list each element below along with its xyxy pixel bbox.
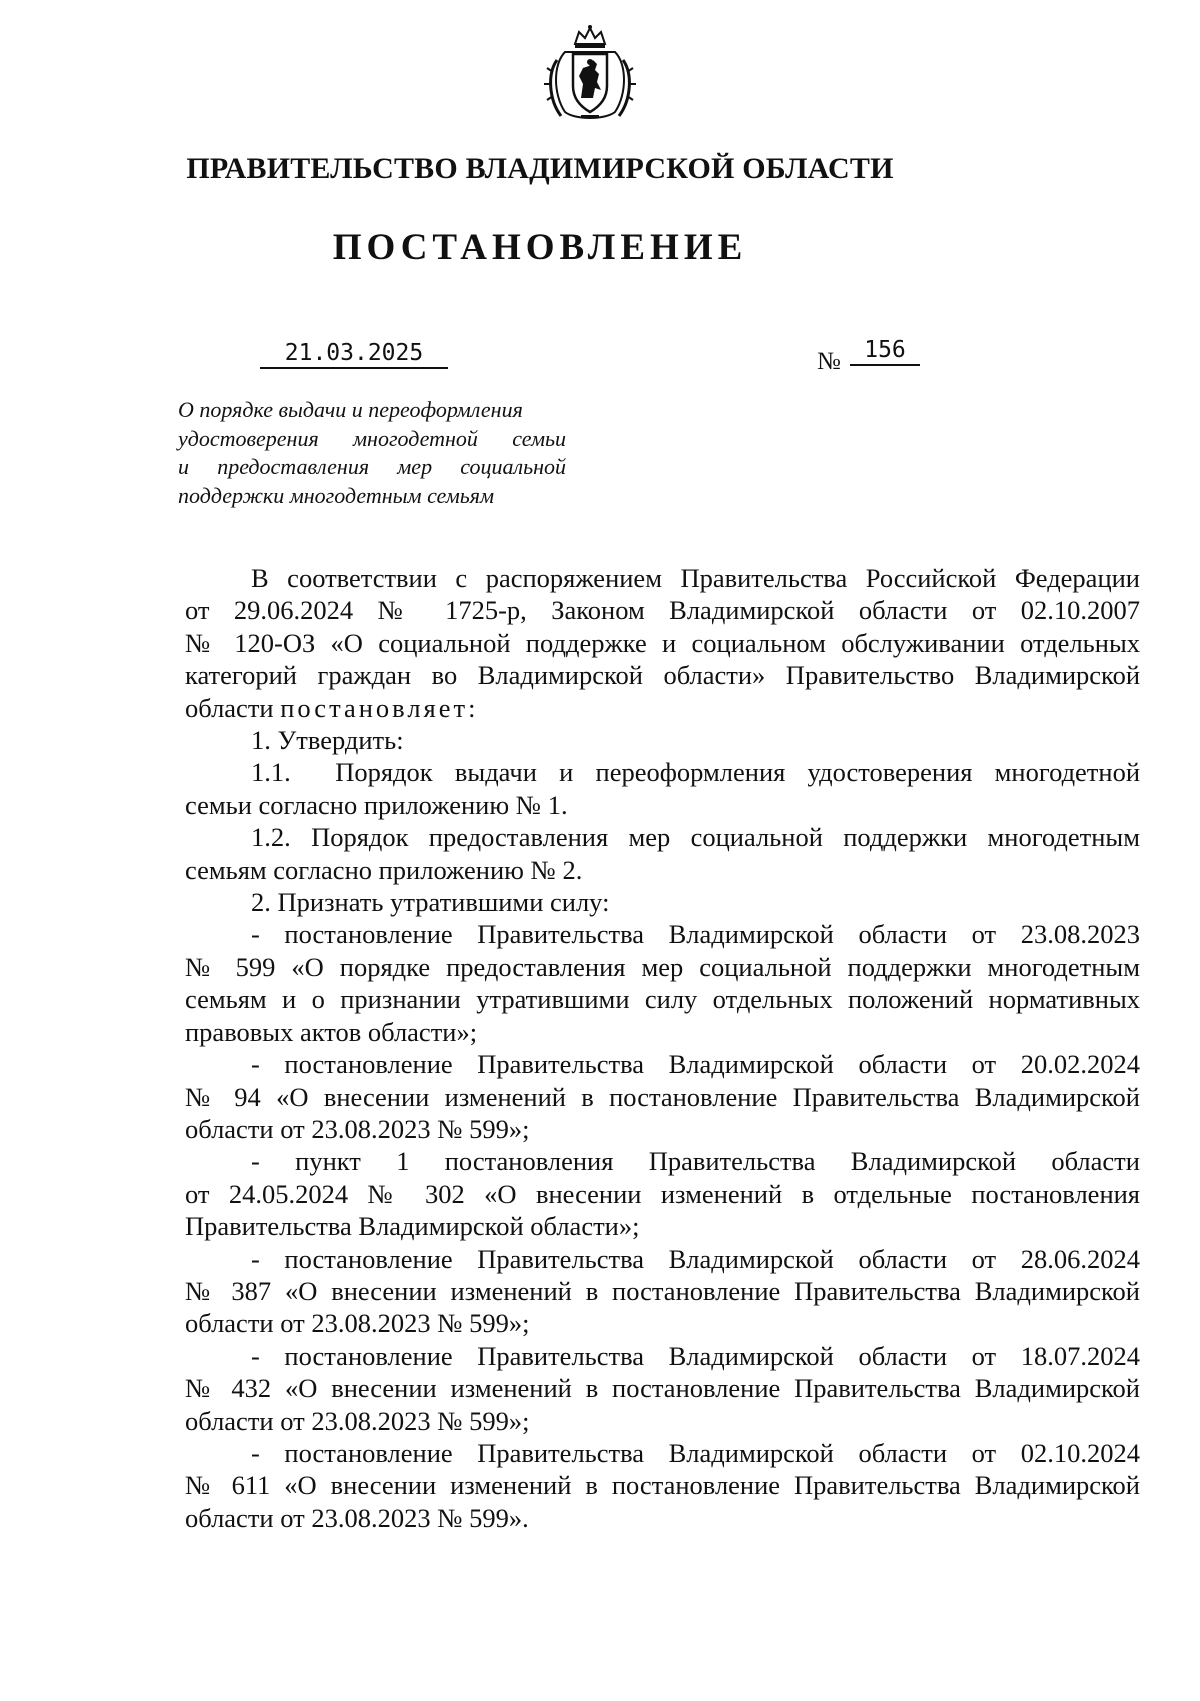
repealed-word: 1 [396,1146,410,1177]
decree-word: постановляет: [280,692,479,723]
subject-line: О порядке выдачи и переоформления [178,397,523,422]
repealed-word: области [1051,1146,1140,1177]
item-1-1-text: Порядок выдачи и переоформления удостоверения многодетной [335,757,1141,788]
repealed-word: Владимирской [850,1146,1017,1177]
preamble-line: от 29.06.2024 № 1725-р, Законом Владимирской области от 02.10.2007 [185,595,1140,626]
repealed-word: Правительства [648,1146,816,1177]
repealed-line: Правительства Владимирской области»; [185,1211,640,1242]
repealed-word: - [251,1146,260,1177]
repealed-line: № 432 «О внесении изменений в постановление Правительства Владимирской [185,1373,1140,1404]
preamble-line: № 120-ОЗ «О социальной поддержке и социальном обслуживании отдельных [185,627,1140,658]
item-1: 1. Утвердить: [251,725,404,756]
issuing-authority: ПРАВИТЕЛЬСТВО ВЛАДИМИРСКОЙ ОБЛАСТИ [186,152,894,185]
repealed-line: области от 23.08.2023 № 599». [185,1502,529,1533]
repealed-line: № 611 «О внесении изменений в постановление Правительства Владимирской [185,1470,1140,1501]
repealed-line: правовых актов области»; [185,1016,478,1047]
repealed-line: - постановление Правительства Владимирской области от 18.07.2024 [251,1340,1140,1371]
item-1-2-line: семьям согласно приложению № 2. [185,854,583,885]
subject-line: удостоверения многодетной семьи [178,425,566,451]
repealed-line: - постановление Правительства Владимирской области от 23.08.2023 [251,919,1140,950]
repealed-line: от 24.05.2024 № 302 «О внесении изменений в отдельные постановления [185,1178,1140,1209]
coat-of-arms-icon [535,24,645,124]
repealed-word: постановления [444,1146,614,1177]
repealed-word: пункт [295,1146,361,1177]
repealed-line: семьям и о признании утратившими силу отдельных положений нормативных [185,984,1140,1015]
repealed-line: области от 23.08.2023 № 599»; [185,1113,530,1144]
preamble-line: В соответствии с распоряжением Правительства Российской Федерации [251,563,1140,593]
document-date: 21.03.2025 [260,340,448,369]
preamble-last-prefix: области [185,692,274,723]
item-2: 2. Признать утратившими силу: [251,887,610,918]
repealed-line: № 94 «О внесении изменений в постановление Правительства Владимирской [185,1081,1140,1112]
repealed-line: - постановление Правительства Владимирской области от 02.10.2024 [251,1437,1140,1468]
subject-line: поддержки многодетным семьям [178,482,495,508]
document-subject [178,396,566,510]
document-body [185,562,1140,1534]
item-1-1-line: семьи согласно приложению № 1. [185,789,568,820]
repealed-line: № 599 «О порядке предоставления мер социальной поддержки многодетным [185,951,1140,982]
repealed-line: - постановление Правительства Владимирской области от 20.02.2024 [251,1049,1140,1080]
item-1-1-line [185,756,1140,788]
subject-line: и предоставления мер социальной [178,454,566,479]
preamble-line: категорий граждан во Владимирской области» Правительство Владимирской [185,660,1140,691]
item-1-1-number: 1.1. [251,757,291,788]
repealed-line: области от 23.08.2023 № 599»; [185,1308,530,1339]
repealed-line: № 387 «О внесении изменений в постановление Правительства Владимирской [185,1275,1140,1306]
preamble-decree-line [185,692,1140,724]
document-type-title: ПОСТАНОВЛЕНИЕ [332,227,748,268]
number-sign: № [817,348,841,375]
repealed-line: - постановление Правительства Владимирской области от 28.06.2024 [251,1243,1140,1274]
item-1-2-line: 1.2. Порядок предоставления мер социальной поддержки многодетным [251,822,1140,853]
repealed-line: области от 23.08.2023 № 599»; [185,1405,530,1436]
document-number: 156 [850,337,920,366]
repealed-line [185,1145,1140,1177]
